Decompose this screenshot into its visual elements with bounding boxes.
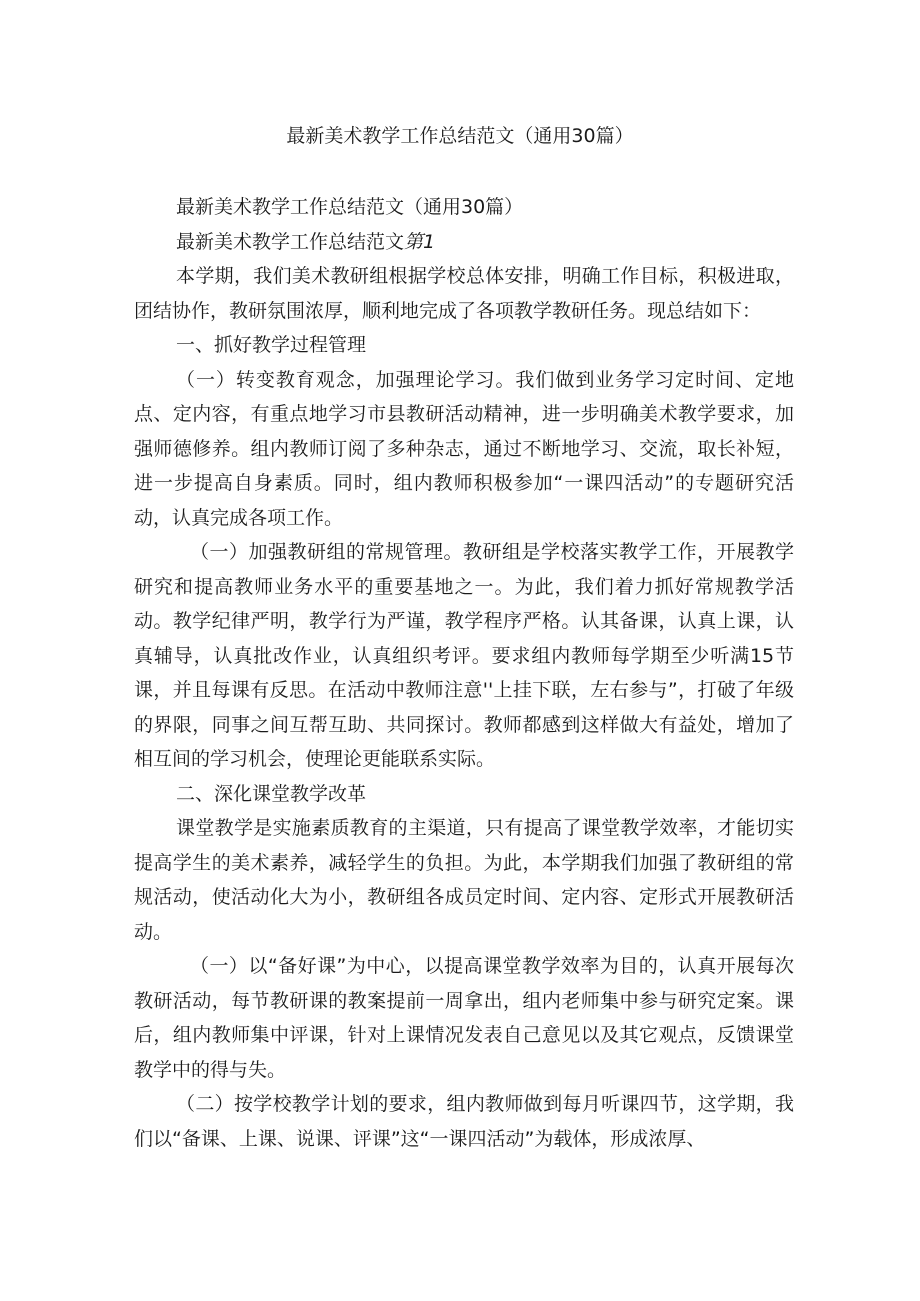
- paragraph-two-a: （一）以“备好课”为中心，以提高课堂教学效率为目的，认真开展每次教研活动，每节教研课的教案提前一周拿出，组内老师集中参与研究定案。课后，组内教师集中评课，针对上课情况发表自己意见以及其它观点，反馈课堂教学中的得与失。: [134, 955, 794, 1081]
- document-subtitle: 最新美术教学工作总结范文（通用30篇）: [176, 196, 524, 218]
- document-title: 最新美术教学工作总结范文（通用30篇）: [286, 125, 634, 147]
- section-heading: [134, 225, 794, 260]
- heading-part-two: 二、深化课堂教学改革: [176, 782, 367, 805]
- heading-part-one: 一、抓好教学过程管理: [176, 334, 367, 356]
- paragraph-intro: 本学期，我们美术教研组根据学校总体安排，明确工作目标，积极进取，团结协作，教研氛围浓厚，顺利地完成了各项教学教研任务。现总结如下：: [134, 265, 794, 322]
- paragraph-one-b: （一）加强教研组的常规管理。教研组是学校落实教学工作，开展教学研究和提高教师业务水平的重要基地之一。为此，我们着力抓好常规教学活动。教学纪律严明，教学行为严谨，教学程序严格。认其备课，认真上课，认真辅导，认真批改作业，认真组织考评。要求组内教师每学期至少听满15节课，并且每课有反思。在活动中教师注意''上挂下联，左右参与”，打破了年级的界限，同事之间互帮互助、共同探讨。教师都感到这样做大有益处，增加了相互间的学习机会，使理论更能联系实际。: [134, 541, 794, 770]
- paragraph-two-b: （二）按学校教学计划的要求，组内教师做到每月听课四节，这学期，我们以“备课、上课、说课、评课”这“一课四活动”为载体，形成浓厚、: [134, 1093, 794, 1150]
- document-body: [134, 190, 794, 1156]
- paragraph-one-a: （一）转变教育观念，加强理论学习。我们做到业务学习定时间、定地点、定内容，有重点地学习市县教研活动精神，进一步明确美术教学要求，加强师德修养。组内教师订阅了多种杂志，通过不断地学习、交流，取长补短，进一步提高自身素质。同时，组内教师积极参加“一课四活动”的专题研究活动，认真完成各项工作。: [134, 368, 794, 529]
- section-heading-number: 第1: [404, 230, 436, 253]
- section-heading-text: 最新美术教学工作总结范文: [176, 230, 405, 253]
- paragraph-two-intro: 课堂教学是实施素质教育的主渠道，只有提高了课堂教学效率，才能切实提高学生的美术素养，减轻学生的负担。为此，本学期我们加强了教研组的常规活动，使活动化大为小，教研组各成员定时间、定内容、定形式开展教研活动。: [134, 817, 794, 943]
